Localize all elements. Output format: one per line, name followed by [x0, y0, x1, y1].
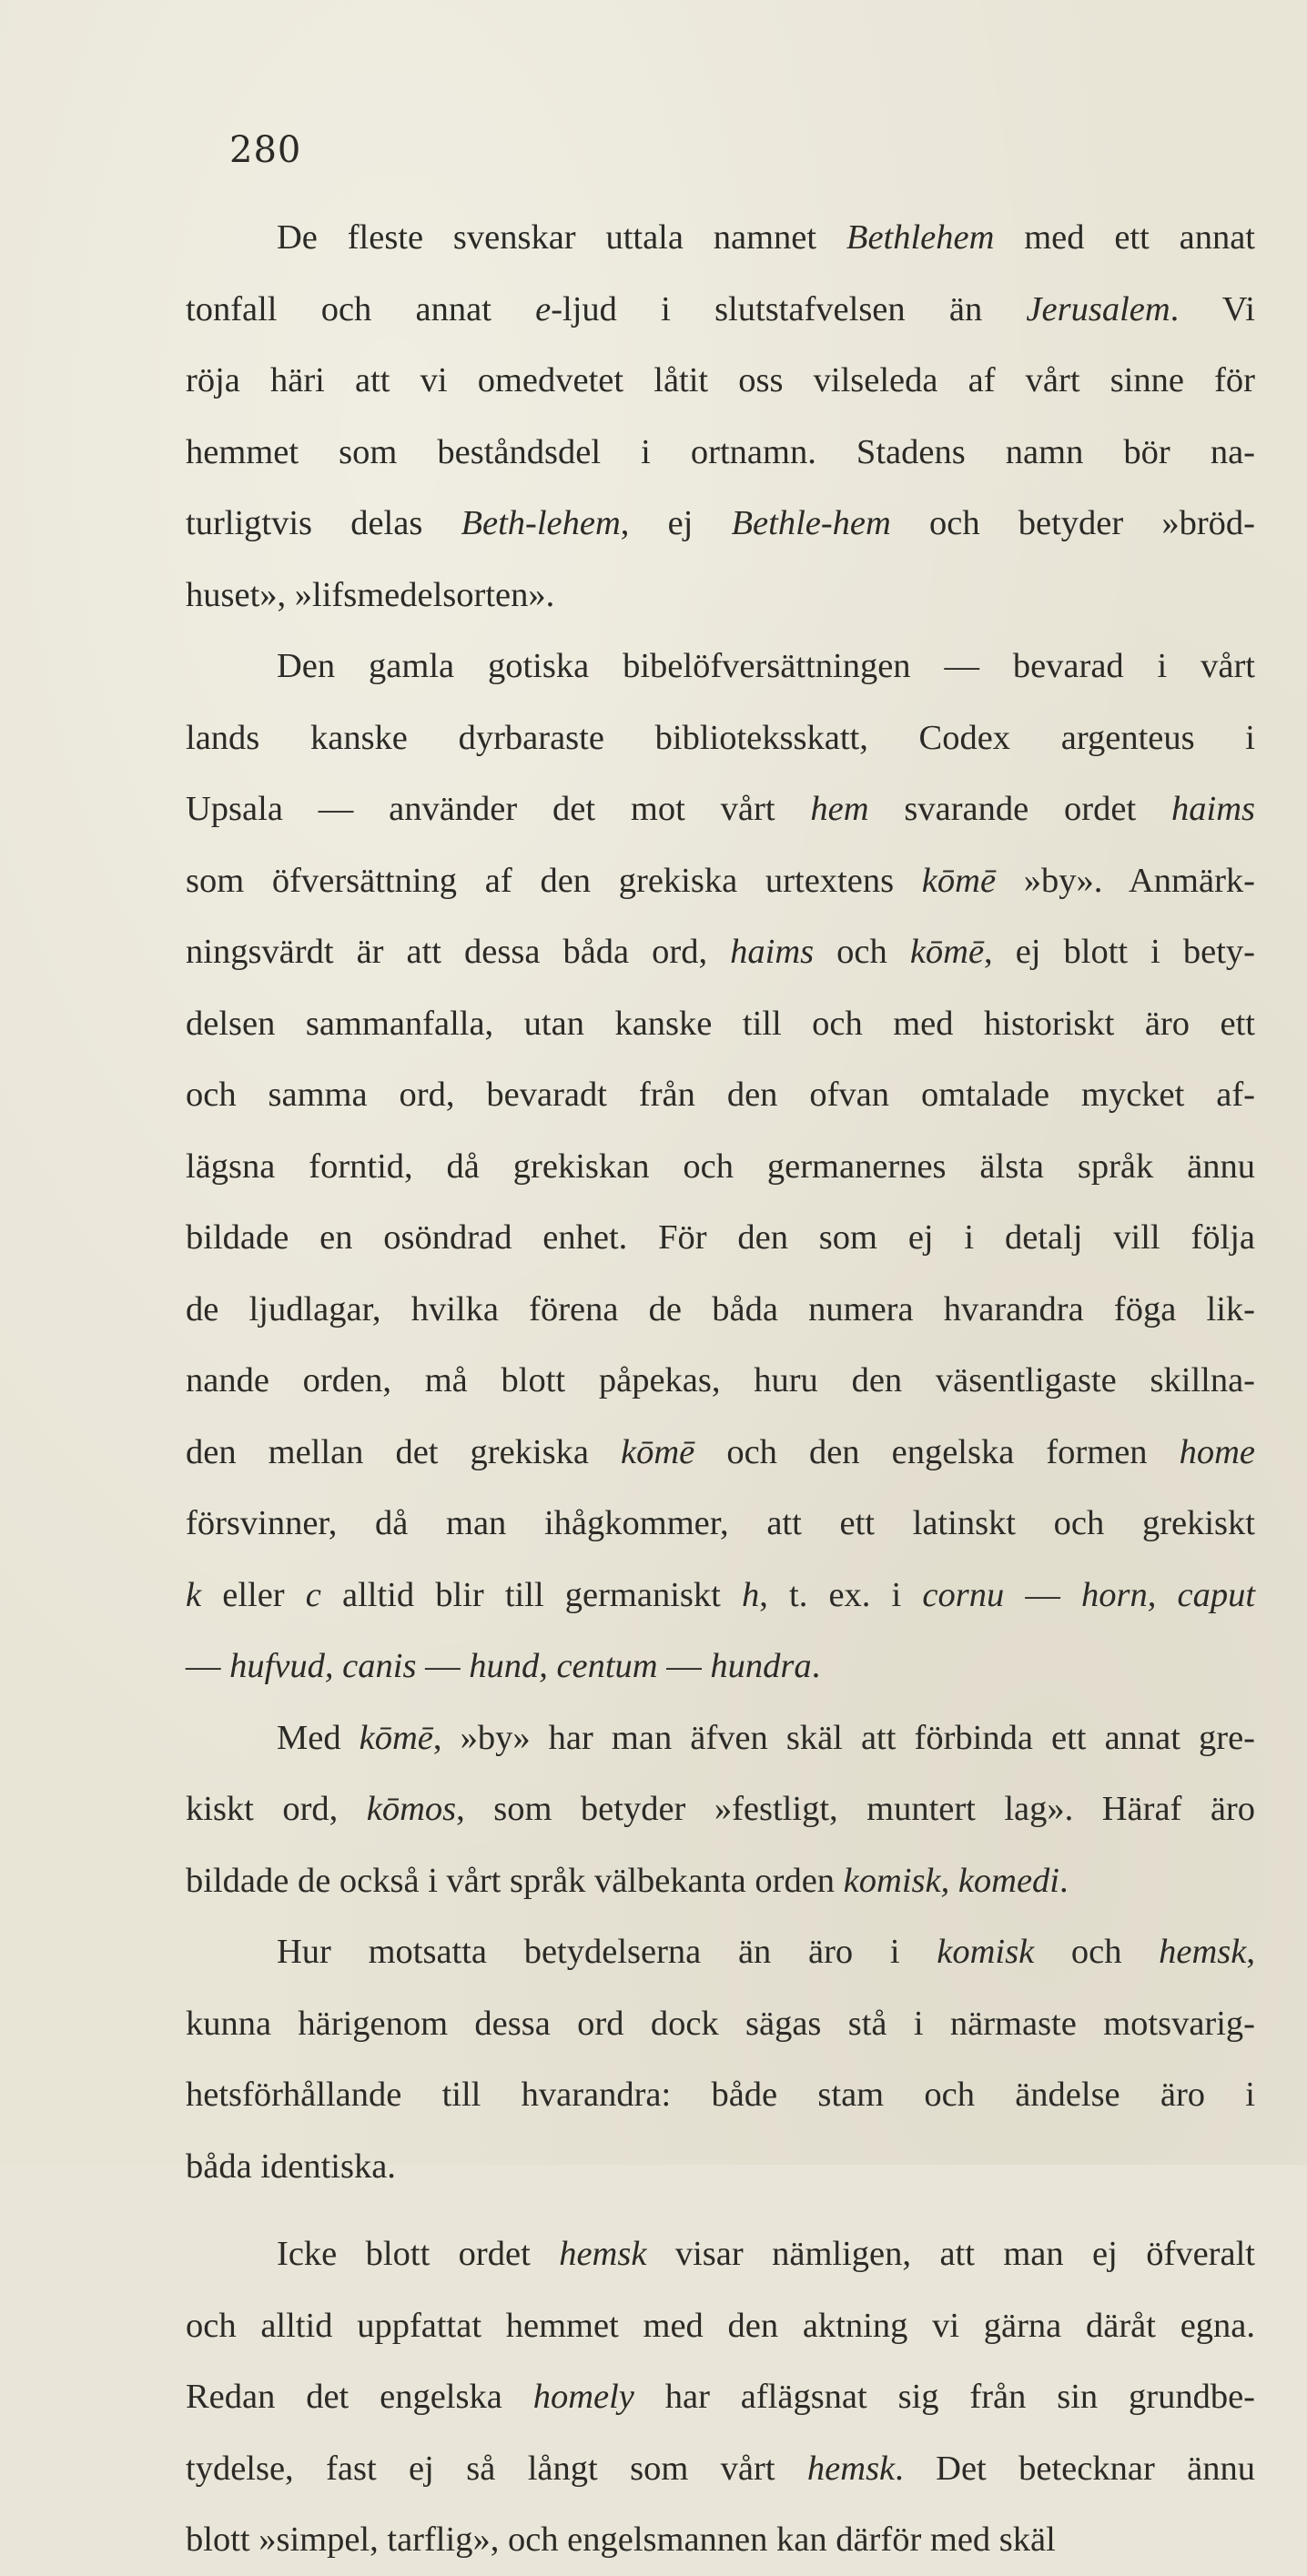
- italic-term: hund, centum: [469, 1647, 658, 1685]
- text-line: [186, 274, 1255, 346]
- text-run: kiskt ord,: [186, 1790, 367, 1828]
- text-run: De fleste svenskar uttala namnet: [277, 218, 846, 257]
- body-text: [186, 202, 1255, 2576]
- italic-term: Bethle-hem: [731, 504, 891, 542]
- text-run: —: [1004, 1575, 1081, 1614]
- text-run: röja häri att vi omedvetet låtit oss vilseleda af vårt sinne för: [186, 361, 1255, 399]
- text-run: , ej blott i bety-: [984, 933, 1255, 971]
- text-line: [186, 345, 1255, 417]
- italic-term: hem: [810, 790, 869, 828]
- text-line: [186, 988, 1255, 1060]
- text-run: kunna härigenom dessa ord dock sägas stå i närmaste motsvarig-: [186, 2004, 1255, 2043]
- paragraph: [186, 1702, 1255, 1917]
- italic-term: e: [535, 289, 552, 328]
- text-run: —: [186, 1647, 230, 1685]
- text-run: lägsna forntid, då grekiskan och germanernes älsta språk ännu: [186, 1147, 1255, 1186]
- italic-term: Beth-lehem: [461, 504, 621, 542]
- paragraph: [186, 202, 1255, 631]
- text-run: svarande ordet: [868, 790, 1172, 828]
- text-run: bildade de också i vårt språk välbekanta orden: [186, 1861, 844, 1900]
- text-run: . Vi: [1170, 289, 1255, 328]
- text-run: och betyder »bröd-: [890, 504, 1255, 542]
- text-run: Icke blott ordet: [277, 2235, 560, 2273]
- text-line: [186, 560, 1255, 631]
- text-line: [186, 1345, 1255, 1417]
- italic-term: komisk: [937, 1933, 1035, 1971]
- text-run: delsen sammanfalla, utan kanske till och med historiskt äro ett: [186, 1004, 1255, 1043]
- italic-term: hufvud, canis: [229, 1647, 417, 1685]
- text-line: [186, 1274, 1255, 1346]
- italic-term: hundra: [710, 1647, 812, 1685]
- italic-term: kōmē: [621, 1432, 695, 1471]
- text-run: Med: [277, 1718, 360, 1757]
- text-run: och den engelska formen: [694, 1432, 1180, 1471]
- italic-term: horn, caput: [1081, 1575, 1256, 1614]
- text-line: [186, 202, 1255, 274]
- text-line: [186, 845, 1255, 917]
- text-line: [186, 1988, 1255, 2060]
- text-run: , t. ex. i: [759, 1575, 923, 1614]
- italic-term: Jerusalem: [1026, 289, 1170, 328]
- text-run: den mellan det grekiska: [186, 1432, 622, 1471]
- text-line: [186, 417, 1255, 489]
- italic-term: home: [1179, 1432, 1255, 1471]
- text-run: och: [1034, 1933, 1160, 1971]
- paragraph: [186, 2218, 1255, 2576]
- text-run: och samma ord, bevaradt från den ofvan omtalade mycket af-: [186, 1076, 1255, 1114]
- text-run: , som betyder »festligt, muntert lag». Häraf äro: [456, 1790, 1255, 1828]
- text-line: [186, 1560, 1255, 1631]
- text-run: —: [416, 1647, 470, 1685]
- italic-term: komisk, komedi: [843, 1861, 1060, 1900]
- text-run: försvinner, då man ihågkommer, att ett latinskt och grekiskt: [186, 1504, 1255, 1542]
- text-run: ningsvärdt är att dessa båda ord,: [186, 933, 731, 971]
- text-line: [186, 1202, 1255, 1274]
- text-run: tonfall och annat: [186, 289, 536, 328]
- italic-term: hemsk: [559, 2235, 647, 2273]
- text-line: [186, 1131, 1255, 1203]
- text-run: tydelse, fast ej så långt som vårt: [186, 2449, 807, 2488]
- text-line: [186, 773, 1255, 845]
- text-run: , ej: [620, 504, 732, 542]
- text-run: Den gamla gotiska bibelöfversättningen — bevarad i vårt: [277, 647, 1255, 685]
- text-line: [186, 631, 1255, 702]
- italic-term: haims: [730, 933, 815, 971]
- text-run: med ett annat: [994, 218, 1256, 257]
- text-run: och alltid uppfattat hemmet med den aktning vi gärna däråt egna.: [186, 2306, 1255, 2345]
- text-run: ,: [1246, 1933, 1255, 1971]
- text-run: .: [1059, 1861, 1069, 1900]
- italic-term: kōmē: [921, 861, 997, 900]
- text-line: [186, 1916, 1255, 1988]
- text-run: de ljudlagar, hvilka förena de båda numera hvarandra föga lik-: [186, 1289, 1255, 1328]
- text-line: [186, 1059, 1255, 1131]
- italic-term: homely: [532, 2378, 634, 2416]
- text-run: -ljud i slutstafvelsen än: [551, 289, 1027, 328]
- italic-term: c: [305, 1575, 321, 1614]
- text-line: [186, 702, 1255, 774]
- text-line: [186, 2290, 1255, 2362]
- italic-term: kōmos: [366, 1790, 457, 1828]
- text-line: [186, 2361, 1255, 2433]
- text-line: [186, 488, 1255, 560]
- text-run: huset», »lifsmedelsorten».: [186, 575, 555, 614]
- text-run: .: [811, 1647, 821, 1685]
- text-line: [186, 2433, 1255, 2505]
- text-line: [186, 1845, 1255, 1917]
- text-line: [186, 1773, 1255, 1845]
- italic-term: kōmē: [359, 1718, 433, 1757]
- italic-term: kōmē: [909, 933, 985, 971]
- italic-term: hemsk: [1159, 1933, 1247, 1971]
- page-number: 280: [229, 129, 302, 171]
- text-run: lands kanske dyrbaraste biblioteksskatt, Codex argenteus i: [186, 718, 1255, 757]
- text-run: eller: [201, 1575, 306, 1614]
- text-run: båda identiska.: [186, 2147, 396, 2186]
- text-line: [186, 2131, 1255, 2203]
- text-run: nande orden, må blott påpekas, huru den väsentligaste skillna-: [186, 1361, 1255, 1399]
- italic-term: cornu: [922, 1575, 1005, 1614]
- text-line: [186, 1488, 1255, 1560]
- paragraph: [186, 1916, 1255, 2202]
- text-run: och: [814, 933, 910, 971]
- italic-term: h: [741, 1575, 760, 1614]
- text-run: »by». Anmärk-: [996, 861, 1255, 900]
- text-run: , »by» har man äfven skäl att förbinda ett annat gre-: [432, 1718, 1255, 1757]
- text-line: [186, 2218, 1255, 2290]
- text-line: [186, 1702, 1255, 1774]
- italic-term: k: [186, 1575, 202, 1614]
- text-run: blott »simpel, tarflig», och engelsmannen kan därför med skäl: [186, 2520, 1056, 2559]
- text-run: —: [657, 1647, 711, 1685]
- text-run: . Det betecknar ännu: [895, 2449, 1256, 2488]
- text-line: [186, 916, 1255, 988]
- text-line: [186, 1631, 1255, 1702]
- text-run: Redan det engelska: [186, 2378, 533, 2416]
- paragraph: [186, 631, 1255, 1702]
- text-run: som öfversättning af den grekiska urtextens: [186, 861, 922, 900]
- italic-term: Bethlehem: [846, 218, 995, 257]
- text-run: Upsala — använder det mot vårt: [186, 790, 811, 828]
- italic-term: hemsk: [806, 2449, 896, 2488]
- text-line: [186, 2059, 1255, 2131]
- italic-term: haims: [1171, 790, 1255, 828]
- text-line: [186, 2504, 1255, 2576]
- text-run: turligtvis delas: [186, 504, 461, 542]
- text-run: alltid blir till germaniskt: [320, 1575, 742, 1614]
- text-run: bildade en osöndrad enhet. För den som ej i detalj vill följa: [186, 1218, 1255, 1257]
- text-run: har aflägsnat sig från sin grundbe-: [633, 2378, 1255, 2416]
- text-line: [186, 1417, 1255, 1489]
- text-run: Hur motsatta betydelserna än äro i: [277, 1933, 937, 1971]
- text-run: hetsförhållande till hvarandra: både stam och ändelse äro i: [186, 2076, 1255, 2114]
- text-run: hemmet som beståndsdel i ortnamn. Stadens namn bör na-: [186, 432, 1255, 471]
- text-run: visar nämligen, att man ej öfveralt: [646, 2235, 1255, 2273]
